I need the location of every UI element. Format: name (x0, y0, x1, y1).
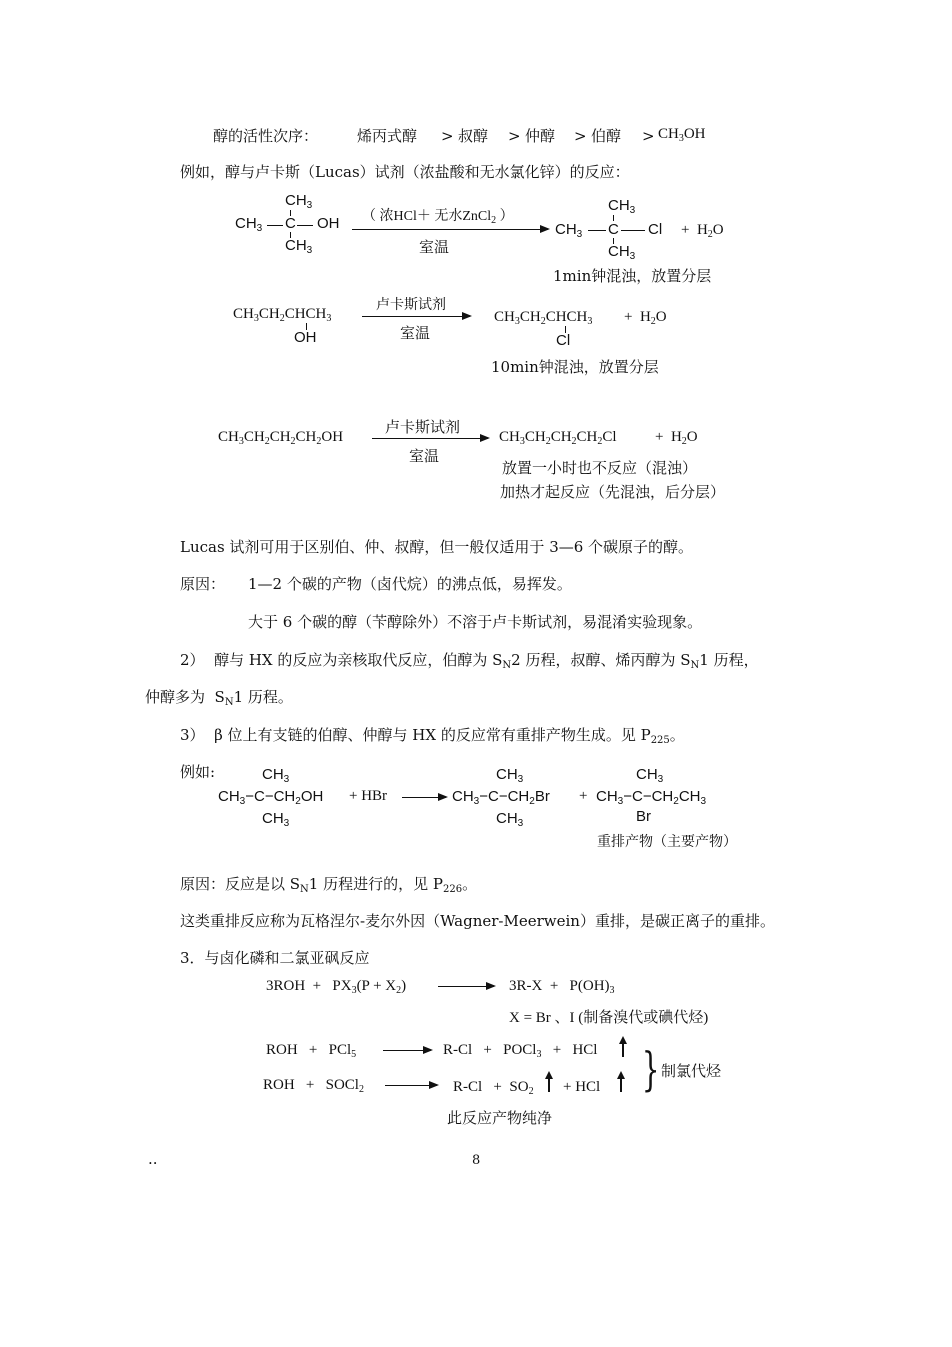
reason1-text: 1—2 个碳的产物（卤代烷）的沸点低，易挥发。 (248, 575, 572, 593)
rxn6-arrow (383, 1050, 431, 1051)
rxn7-so2-gas-arrow-icon (548, 1077, 550, 1092)
rxn4-plus: + (579, 788, 588, 804)
rxn4-reactant: $CH_3-C-CH_2OH$ (218, 788, 324, 807)
activity-order-line (213, 126, 318, 146)
rxn2-note: 10min钟混浊，放置分层 (491, 358, 659, 376)
wagner-text: 这类重排反应称为瓦格涅尔-麦尔外因（Wagner-Meerwein）重排，是碳正离子的重排。 (180, 912, 775, 930)
example-label: 例如: (180, 763, 216, 781)
para-lucas: Lucas 试剂可用于区别伯、仲、叔醇，但一般仅适用于 3—6 个碳原子的醇。 (180, 538, 694, 556)
rxn7-right-1: $R-Cl + SO_2$ (453, 1079, 534, 1097)
rxn6-right: R-Cl + POCl$_3$ + HCl (443, 1042, 598, 1060)
rxn4-p2-br: Br (636, 808, 651, 825)
rxn2-condition-bottom: 室温 (400, 324, 431, 342)
rxn3-plus-h2o: + $H_2O$ (655, 429, 698, 447)
rxn5-right: $3R-X + P(OH)_3$ (509, 978, 615, 996)
rxn1-ch3-bottom: $CH_3$ (285, 237, 313, 256)
order-sep-1: > (441, 127, 454, 145)
point2-line2: 仲醇多为 $S_N1$ 历程。 (145, 688, 293, 708)
order-item-4: 伯醇 (591, 127, 622, 145)
rxn1-prod-ch3-left: $CH_3$ (555, 221, 583, 240)
page-number: 8 (472, 1153, 481, 1168)
rxn3-note-2: 加热才起反应（先混浊，后分层） (500, 483, 726, 501)
rxn4-note: 重排产物（主要产物） (597, 834, 737, 850)
order-sep-2: > (508, 127, 521, 145)
rxn5-left: $3ROH + PX_3(P + X_2)$ (266, 978, 407, 996)
rxn4-p2-ch3-top: $CH_3$ (636, 766, 664, 785)
rxn2-oh: OH (294, 329, 317, 346)
rxn7-right-2: + HCl (563, 1079, 601, 1095)
order-item-1: 烯丙式醇 (357, 127, 418, 145)
rxn2-cl: Cl (556, 332, 571, 349)
rxn6-gas-arrow-icon (622, 1042, 624, 1057)
rxn1-prod-bond-left (588, 230, 606, 231)
rxn2-condition-top: 卢卡斯试剂 (376, 297, 446, 313)
reason2-text: 大于 6 个碳的醇（苄醇除外）不溶于卢卡斯试剂，易混淆实验现象。 (248, 613, 703, 631)
rxn3-note-1: 放置一小时也不反应（混浊） (502, 459, 698, 477)
rxn7-hcl-gas-arrow-icon (620, 1077, 622, 1092)
order-item-5: $CH_3OH$ (658, 126, 706, 144)
rxn4-arrow (402, 797, 446, 798)
rxn4-p1-ch3-bottom: $CH_3$ (496, 810, 524, 829)
rxn1-prod-cl: Cl (648, 221, 663, 238)
rxn4-r-ch3-bottom: $CH_3$ (262, 810, 290, 829)
rxn1-bond-left (267, 225, 283, 226)
rxn5-arrow (438, 986, 494, 987)
point2-line1: 2） 醇与 HX 的反应为亲核取代反应，伯醇为 $S_N2$ 历程，叔醇、烯丙醇为 $S_N1$ 历程， (180, 651, 759, 671)
activity-order-label: 醇的活性次序： (213, 127, 319, 145)
reason3: 原因：反应是以 $S_N1$ 历程进行的，见 $P_{226}$。 (180, 875, 478, 895)
lucas-intro: 例如，醇与卢卡斯（Lucas）试剂（浓盐酸和无水氯化锌）的反应： (180, 163, 630, 181)
rxn3-arrow (372, 438, 488, 439)
brace-label: 制氯代烃 (661, 1062, 722, 1080)
rxn1-prod-carbon: C (608, 221, 619, 238)
rxn2-arrow (362, 316, 470, 317)
rxn4-product1: $CH_3-C-CH_2Br$ (452, 788, 550, 807)
rxn2-product: $CH_3CH_2CHCH_3$ (494, 309, 593, 327)
rxn4-r-ch3-top: $CH_3$ (262, 766, 290, 785)
section3-heading: 3．与卤化磷和二氯亚砜反应 (180, 949, 370, 967)
rxn1-note: 1min钟混浊，放置分层 (553, 267, 712, 285)
rxn1-condition-bottom: 室温 (419, 238, 450, 256)
rxn7-arrow (385, 1085, 437, 1086)
rxn3-reactant: $CH_3CH_2CH_2CH_2OH$ (218, 429, 344, 447)
rxn1-plus-h2o: + $H_2O$ (681, 222, 724, 240)
order-sep-3: > (574, 127, 587, 145)
rxn1-oh: OH (317, 215, 340, 232)
rxn7-left: ROH + SOCl$_2$ (263, 1077, 364, 1095)
rxn1-condition-top: （ 浓HCl＋ 无水ZnCl$_2$ ） (362, 209, 514, 226)
rxn1-ch3-top: $CH_3$ (285, 192, 313, 211)
rxn2-plus-h2o: + $H_2O$ (624, 309, 667, 327)
rxn4-p1-ch3-top: $CH_3$ (496, 766, 524, 785)
footer-dots: .. (148, 1150, 158, 1168)
rxn1-bond-right (297, 225, 313, 226)
rxn1-prod-ch3-top: $CH_3$ (608, 197, 636, 216)
rxn6-left: ROH + PCl$_5$ (266, 1042, 357, 1060)
rxn1-prod-ch3-bottom: $CH_3$ (608, 243, 636, 262)
rxn1-arrow (352, 229, 548, 230)
rxn2-reactant: $CH_3CH_2CHCH_3$ (233, 306, 332, 324)
rxn1-prod-bond-right (621, 230, 645, 231)
rxn3-condition-bottom: 室温 (409, 447, 440, 465)
rxn5-note: X = Br 、I (制备溴代或碘代烃) (509, 1010, 709, 1026)
rxn1-ch3-left: $CH_3$ (235, 215, 263, 234)
rxn1-carbon: C (285, 215, 296, 232)
rxn3-condition-top: 卢卡斯试剂 (385, 418, 461, 436)
right-brace-icon: } (641, 1042, 660, 1096)
order-item-2: 叔醇 (458, 127, 489, 145)
reason1-label: 原因： (180, 575, 226, 593)
order-sep-4: > (642, 127, 655, 145)
rxn7-note: 此反应产物纯净 (447, 1109, 553, 1127)
order-item-3: 仲醇 (525, 127, 556, 145)
rxn3-product: $CH_3CH_2CH_2CH_2Cl$ (499, 429, 617, 447)
rxn4-plus-hbr: + HBr (349, 788, 388, 804)
point3: 3） β 位上有支链的伯醇、仲醇与 HX 的反应常有重排产物生成。见 $P_{225}$。 (180, 726, 685, 746)
rxn4-product2: $CH_3-C-CH_2CH_3$ (596, 788, 707, 807)
